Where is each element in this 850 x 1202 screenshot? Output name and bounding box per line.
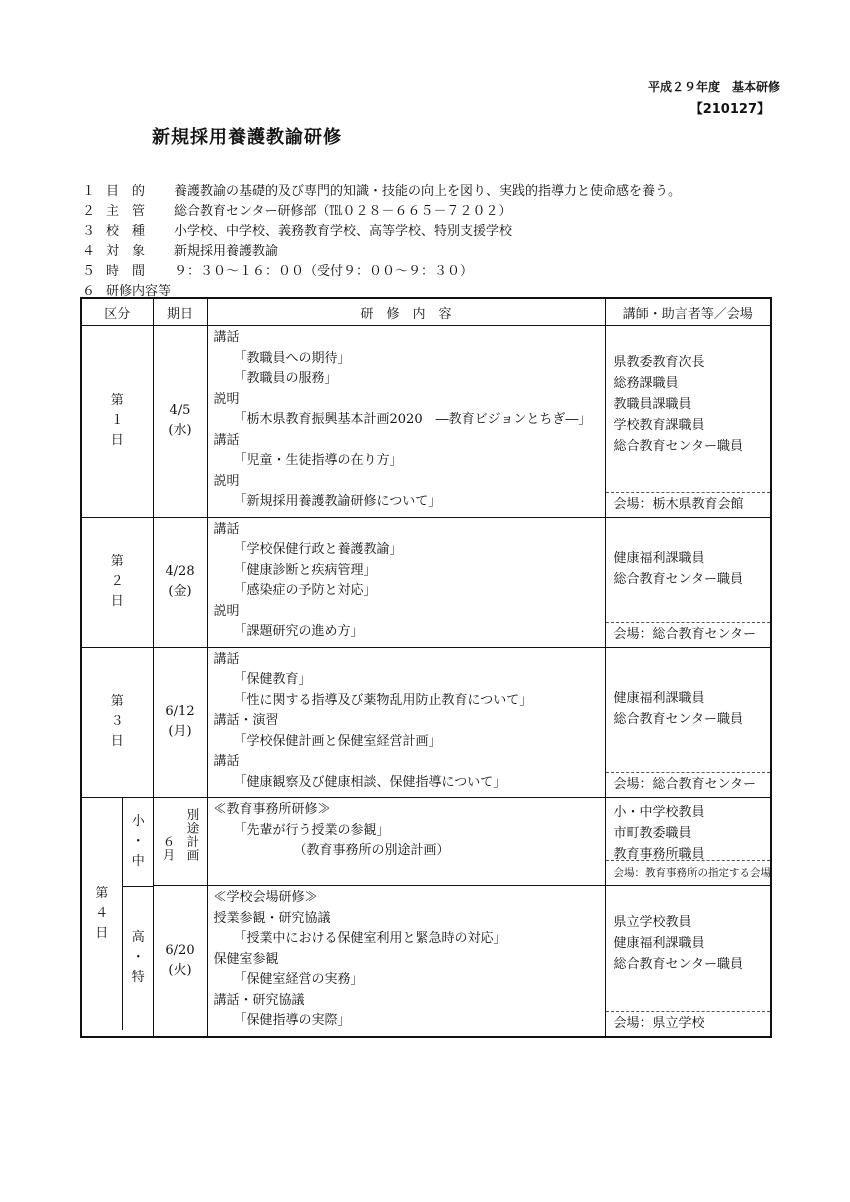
table-row-day4-a (81, 798, 771, 886)
page-title: 新規採用養護教諭研修 (152, 127, 342, 148)
day1-date: 4/5 (水) (153, 326, 207, 518)
day4-b-instructors: 県立学校教員 健康福利課職員 総合教育センター職員 会場：県立学校 (605, 886, 771, 1037)
day2-instructors: 健康福利課職員 総合教育センター職員 会場：総合教育センター (605, 517, 771, 647)
table-row-day4-b (81, 886, 771, 1037)
day4-a-school: 小 ・ 中 (122, 798, 154, 886)
day4-a-date: ６月 別途計画 (153, 798, 207, 886)
day3-instructors: 健康福利課職員 総合教育センター職員 会場：総合教育センター (605, 647, 771, 798)
day4-b-school: 高 ・ 特 (131, 930, 145, 986)
day4-subgrid (82, 798, 154, 1030)
day4-a-instructors: 小・中学校教員 市町教委職員 教育事務所職員 会場：教育事務所の指定する会場 (605, 798, 771, 886)
day4-a-content: ≪教育事務所研修≫ 「先輩が行う授業の参観」 （教育事務所の別途計画） (207, 798, 605, 886)
day2-date: 4/28 (金) (153, 517, 207, 647)
day4-b-content: ≪学校会場研修≫ 授業参観・研究協議 「授業中における保健室利用と緊急時の対応」 保健室参観 「保健室経営の実務」 講話・研究協議 「保健指導の実際」 (207, 886, 605, 1037)
day2-content: 講話 「学校保健行政と養護教諭」 「健康診断と疾病管理」 「感染症の予防と対応」 説明 「課題研究の進め方」 (207, 517, 605, 647)
day3-venue: 会場：総合教育センター (606, 772, 771, 797)
day4-b-date: 6/20 (火) (153, 886, 207, 1037)
header-content: 研 修 内 容 (207, 298, 605, 326)
training-schedule-table (80, 297, 772, 1038)
day4-b-venue: 会場：県立学校 (606, 1011, 771, 1036)
header-date: 期日 (153, 298, 207, 326)
table-row-day1 (81, 326, 771, 518)
table-row-day3 (81, 647, 771, 798)
day4-cell (81, 798, 153, 1037)
info-target: ４ 対 象 新規採用養護教諭 (82, 244, 279, 259)
day4-a-venue: 会場：教育事務所の指定する会場 (606, 860, 771, 885)
info-purpose: １ 目 的 養護教諭の基礎的及び専門的知識・技能の向上を図り、実践的指導力と使命感を養う。 (82, 184, 682, 199)
header-ku: 区分 (81, 298, 153, 326)
day2-venue: 会場：総合教育センター (606, 622, 771, 647)
info-organizer: ２ 主 管 総合教育センター研修部（℡０２８－６６５－７２０２） (82, 204, 512, 219)
header-instructor: 講師・助言者等／会場 (605, 298, 771, 326)
day2-label: 第 ２ 日 (81, 517, 153, 647)
info-time: ５ 時 間 ９：３０～１６：００（受付９：００～９：３０） (82, 264, 474, 279)
day1-label: 第 １ 日 (81, 326, 153, 518)
day3-date: 6/12 (月) (153, 647, 207, 798)
course-code: 【210127】 (689, 102, 770, 117)
day1-venue: 会場：栃木県教育会館 (606, 492, 771, 517)
day1-instructors: 県教委教育次長 総務課職員 教職員課職員 学校教育課職員 総合教育センター職員 会場：栃木県教育会館 (605, 326, 771, 518)
fiscal-year-label: 平成２９年度 基本研修 (647, 80, 780, 94)
table-header-row (81, 298, 771, 326)
info-contents-heading: ６ 研修内容等 (82, 284, 172, 299)
day4-label: 第 ４ 日 (82, 798, 122, 1030)
info-school-types: ３ 校 種 小学校、中学校、義務教育学校、高等学校、特別支援学校 (82, 224, 513, 239)
day1-content: 講話 「教職員への期待」 「教職員の服務」 説明 「栃木県教育振興基本計画2020 ―教育ビジョンとちぎ―」 講話 「児童・生徒指導の在り方」 説明 「新規採用養護教諭研修について」 (207, 326, 605, 518)
day3-label: 第 ３ 日 (81, 647, 153, 798)
day3-content: 講話 「保健教育」 「性に関する指導及び薬物乱用防止教育について」 講話・演習 「学校保健計画と保健室経営計画」 講話 「健康観察及び健康相談、保健指導について」 (207, 647, 605, 798)
table-row-day2 (81, 517, 771, 647)
